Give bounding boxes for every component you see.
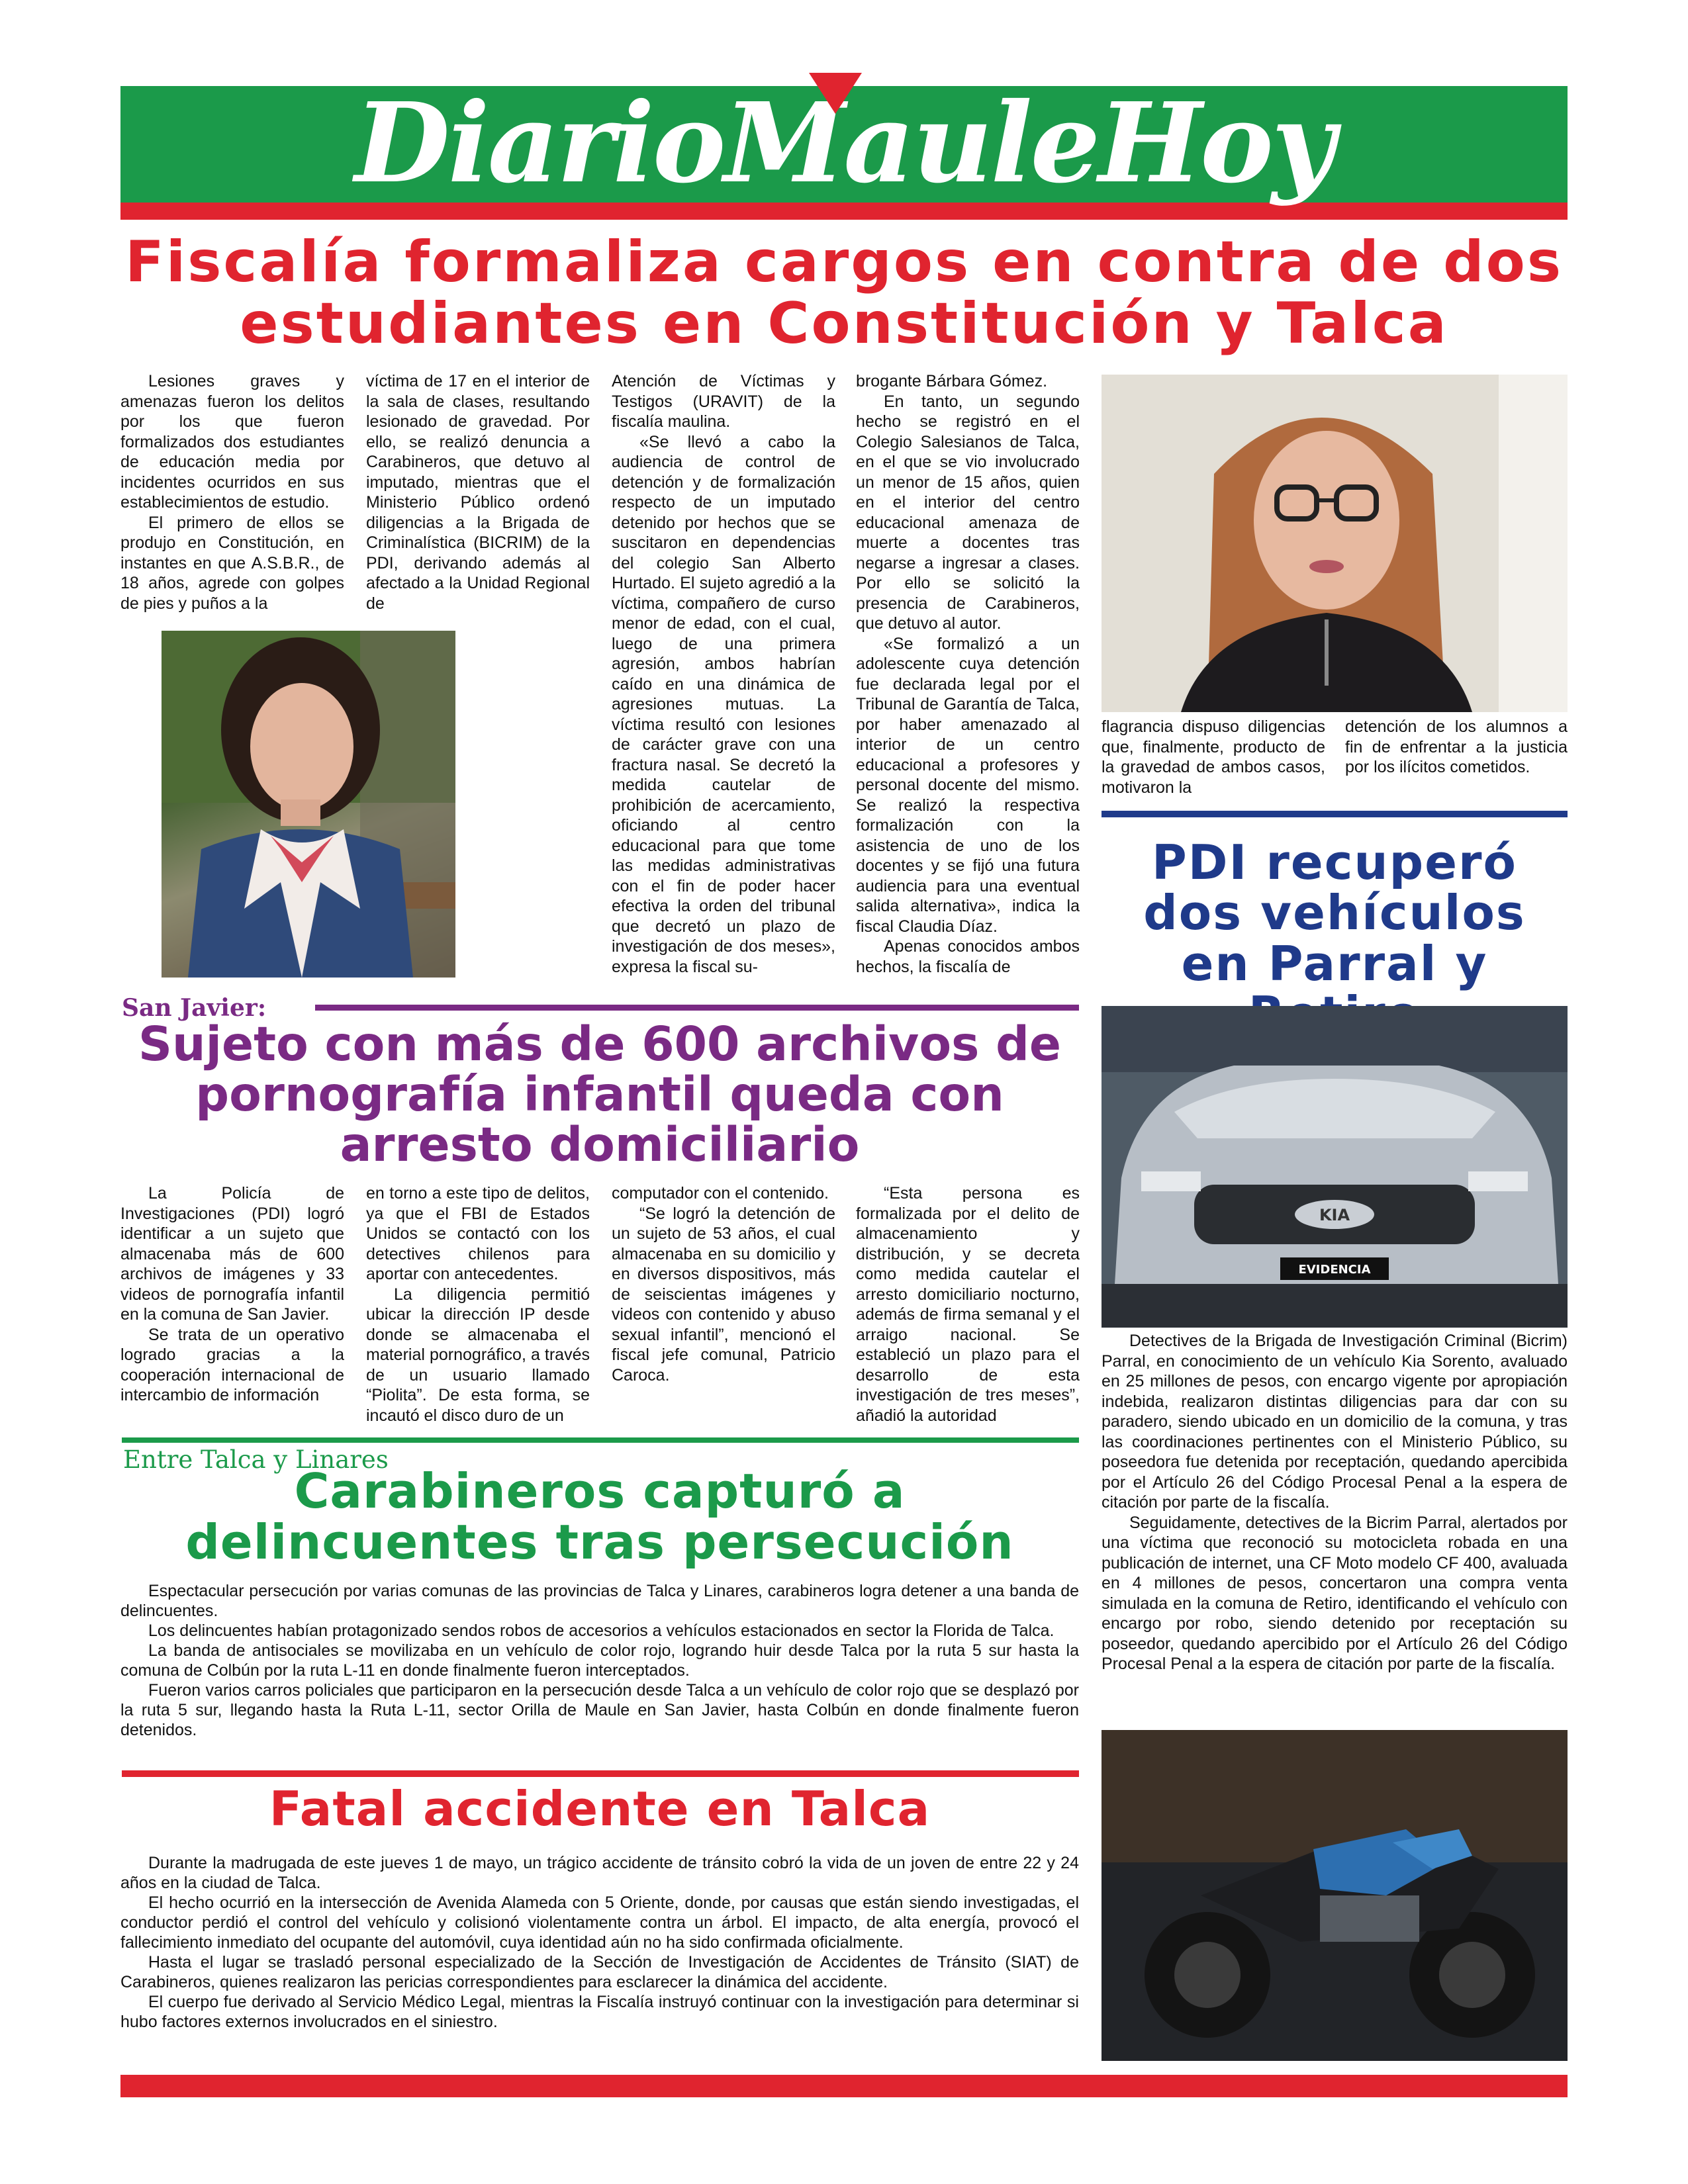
article1-col1	[120, 371, 344, 614]
article5-body	[120, 1853, 1079, 2032]
article3-headline: PDI recuperó dos vehículos en Parral y	[1143, 835, 1526, 991]
newspaper-logo: DiarioMauleHoy	[354, 79, 1334, 208]
article1-col3	[612, 371, 835, 977]
photo-prosecutor-2	[1102, 375, 1568, 712]
article2-kicker: San Javier:	[122, 994, 267, 1022]
article3-rule	[1102, 811, 1568, 817]
article2-rule	[315, 1005, 1079, 1011]
paragraph: En tanto, un segundo hecho se registró en el Colegio Salesianos de Talca, en el que se vio involucrado un menor de 15 años, quien en el interior del centro educacional amenaza de muerte a docentes tras negarse a ingresar a clases. Por ello se solicitó la presencia de Carabineros, que detuvo al autor.	[856, 392, 1080, 633]
paragraph: flagrancia dispuso diligencias que, finalmente, producto de la gravedad de ambos casos, motivaron la	[1102, 717, 1325, 797]
paragraph: Los delincuentes habían protagonizado sendos robos de accesorios a vehículos estacionados en sector la Florida de Talca.	[148, 1621, 1055, 1640]
photo-recovered-motorcycle	[1102, 1730, 1568, 2061]
paragraph: víctima de 17 en el interior de la sala de clases, resultando lesionado de gravedad. Por ello, se realizó denuncia a Carabineros, que detuvo al imputado, mientras que el Ministerio Público ordenó diligencias a la Brigada de Criminalística (BICRIM) de la PDI, derivando además al afectado a la Unidad Regional de	[366, 372, 590, 613]
car-badge-text: KIA	[1319, 1206, 1350, 1224]
article4-kicker: Entre Talca y Linares	[123, 1445, 389, 1474]
paragraph: «Se llevó a cabo la audiencia de control de detención y de formalización respecto de un imputado detenido por hechos que se suscitaron en dependencias del colegio San Alberto Hurtado. El sujeto agredió a la víctima, compañero de curso menor de edad, con el cual, luego de una primera agresión, ambos habrían caído en una dinámica de agresiones mutuas. La víctima resultó con lesiones de carácter grave con una fractura nasal. Se decretó la medida cautelar de prohibición de acercamiento, oficiando al centro educacional para que tome las medidas administrativas con el fin de poder hacer efectiva la orden del tribunal que decretó un plazo de investigación de dos meses», expresa la fiscal su-	[612, 432, 835, 976]
paragraph: Hasta el lugar se trasladó personal especializado de la Sección de Investigación de Accidentes de Tránsito (SIAT) de Carabineros, quienes realizaron las pericias correspondientes para esclarecer la dinámica del accidente.	[120, 1953, 1079, 1991]
paragraph: Se trata de un operativo logrado gracias a la cooperación internacional de intercambio de información	[120, 1325, 344, 1404]
paragraph: Atención de Víctimas y Testigos (URAVIT) de la fiscalía maulina.	[612, 372, 835, 431]
photo-recovered-motorcycle-illustration	[1102, 1730, 1568, 2061]
paragraph: Seguidamente, detectives de la Bicrim Parral, alertados por una víctima que reconoció su motocicleta robada en una publicación de internet, una CF Moto modelo CF 400, avaluada en 4 millones de pesos, concertaron una compra venta simulada en la comuna de Retiro, identificando el vehículo con encargo por robo, siendo detenido por receptación su poseedor, quedando apercibido por el Artículo 26 del Código Procesal Penal a la espera de citación por parte de la fiscalía.	[1102, 1513, 1568, 1673]
article2-col1	[120, 1183, 344, 1406]
article2-col4	[856, 1183, 1080, 1426]
article2-col3	[612, 1183, 835, 1385]
article2-headline: Sujeto con más de 600 archivos de pornografía infantil queda con arresto domiciliario	[138, 1017, 1062, 1172]
paragraph: brogante Bárbara Gómez.	[856, 372, 1048, 390]
paragraph: “Esta persona es formalizada por el delito de almacenamiento y distribución, y se decreta como medida cautelar el arresto domiciliario nocturno, además de firma semanal y el arraigo nacional. Se estableció un plazo para el desarrollo de esta investigación de tres meses”, añadió la autoridad	[856, 1184, 1080, 1425]
article5-headline: Fatal accidente en Talca	[269, 1781, 931, 1837]
photo-recovered-car-illustration	[1102, 1006, 1568, 1328]
paragraph: El cuerpo fue derivado al Servicio Médico Legal, mientras la Fiscalía instruyó continuar con la investigación para determinar si hubo factores externos involucrados en el siniestro.	[120, 1993, 1079, 2031]
paragraph: El primero de ellos se produjo en Constitución, en instantes en que A.S.B.R., de 18 años, agrede con golpes de pies y puños a la	[120, 513, 344, 613]
paragraph: La Policía de Investigaciones (PDI) logró identificar a un sujeto que almacenaba más de 600 archivos de imágenes y 33 videos de pornografía infantil en la comuna de San Javier.	[120, 1184, 344, 1324]
photo-prosecutor-1-illustration	[162, 631, 455, 978]
photo-prosecutor-1	[162, 631, 455, 978]
paragraph: El hecho ocurrió en la intersección de Avenida Alameda con 5 Oriente, donde, por causas que están siendo investigadas, el conductor perdió el control del vehículo y colisionó violentamente contra un árbol. El impacto, de alta energía, provocó el fallecimiento inmediato del ocupante del automóvil, cuya identidad aún no ha sido confirmada oficialmente.	[120, 1893, 1079, 1952]
article3-body	[1102, 1331, 1568, 1674]
paragraph: computador con el contenido.	[612, 1184, 829, 1203]
evidence-plate: EVIDENCIA	[1298, 1263, 1371, 1277]
paragraph: La diligencia permitió ubicar la dirección IP desde donde se almacenaba el material pornográfico, a través de un usuario llamado “Piolita”. De esta forma, se incautó el disco duro de un	[366, 1285, 590, 1425]
article1-col2	[366, 371, 590, 614]
logo-triangle-icon	[809, 73, 862, 114]
paragraph: “Se logró la detención de un sujeto de 53 años, el cual almacenaba en su domicilio y en diversos dispositivos, más de seiscientas imágenes y videos con contenido y abuso sexual infantil”, mencionó el fiscal jefe comunal, Patricio Caroca.	[612, 1204, 835, 1385]
article1-headline: Fiscalía formaliza cargos en contra de dos estudiantes en Constitución y Talca	[124, 229, 1564, 357]
paragraph: Fueron varios carros policiales que participaron en la persecución desde Talca a un vehículo de color rojo que se desplazó por la ruta 5 sur, llegando hasta la Ruta L-11, sector Orilla de Maule en San Javier, hasta Colbún en donde finalmente fueron detenidos.	[120, 1681, 1079, 1739]
paragraph: en torno a este tipo de delitos, ya que el FBI de Estados Unidos se contactó con los detectives chilenos para aportar con antecedentes.	[366, 1184, 590, 1283]
article2-col2	[366, 1183, 590, 1426]
paragraph: Durante la madrugada de este jueves 1 de mayo, un trágico accidente de tránsito cobró la vida de un joven de entre 22 y 24 años en la ciudad de Talca.	[120, 1854, 1079, 1892]
photo-prosecutor-2-illustration	[1102, 375, 1568, 712]
paragraph: «Se formalizó a un adolescente cuya detención fue declarada legal por el Tribunal de Garantía de Talca, por haber amenazado al interior de un centro educacional a profesores y personal docente del mismo. Se realizó la respectiva formalización con la asistencia de uno de los docentes y se fijó una futura audiencia para una eventual salida alternativa», indica la fiscal Claudia Díaz.	[856, 634, 1080, 936]
paragraph: Espectacular persecución por varias comunas de las provincias de Talca y Linares, carabineros logra detener a una banda de delincuentes.	[120, 1582, 1079, 1620]
article1-col5	[1102, 717, 1325, 797]
footer-red-bar	[120, 2075, 1568, 2097]
article5-rule	[122, 1770, 1079, 1777]
paragraph: La banda de antisociales se movilizaba en un vehículo de color rojo, logrando huir desde Talca por la ruta 5 sur hasta la comuna de Colbún por la ruta L-11 en donde finalmente fueron interceptados.	[120, 1641, 1079, 1680]
paragraph: Detectives de la Brigada de Investigación Criminal (Bicrim) Parral, en conocimiento de un vehículo Kia Sorento, avaluado en 25 millones de pesos, con encargo vigente por apropiación indebida, realizaron distintas diligencias para dar con su paradero, siendo ubicado en un domicilio de la comuna, y tras las coordinaciones pertinentes con el Ministerio Público, su poseedora fue detenida por receptación, quedando apercibida por el Artículo 26 del Código Procesal Penal a la espera de citación por parte de la fiscalía.	[1102, 1332, 1568, 1512]
article4-rule	[122, 1437, 1079, 1443]
article1-col6	[1345, 717, 1568, 778]
paragraph: Apenas conocidos ambos hechos, la fiscalía de	[856, 937, 1080, 976]
article1-col4	[856, 371, 1080, 977]
paragraph: Lesiones graves y amenazas fueron los delitos por los que fueron formalizados dos estudiantes de educación media por incidentes ocurridos en sus establecimientos de estudio.	[120, 372, 344, 512]
article4-headline: Carabineros capturó a delincuentes tras persecución	[185, 1463, 1014, 1570]
paragraph: detención de los alumnos a fin de enfrentar a la justicia por los ilícitos cometidos.	[1345, 717, 1568, 776]
photo-recovered-car	[1102, 1006, 1568, 1328]
article4-body	[120, 1581, 1079, 1740]
